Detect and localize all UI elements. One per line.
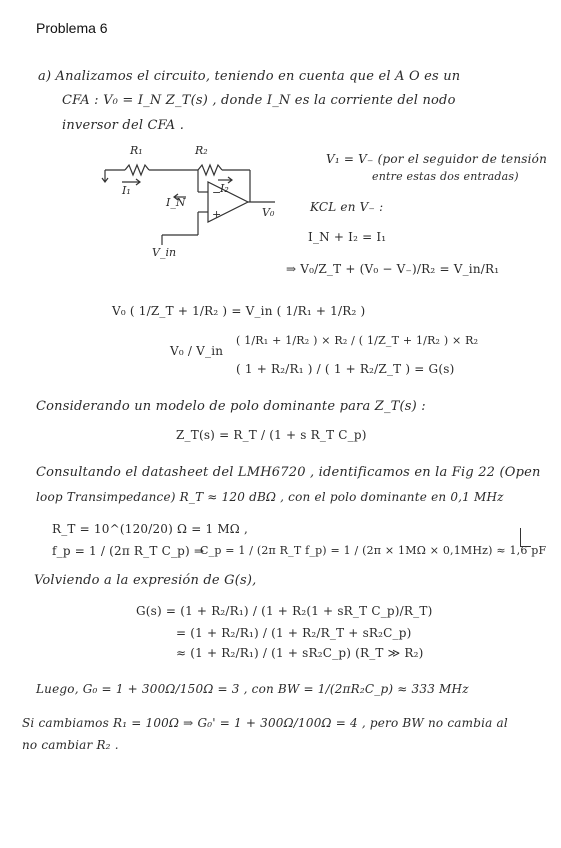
kcl-substitution: ⇒ V₀/Z_T + (V₀ − V₋)/R₂ = V_in/R₁ [286, 262, 500, 276]
virtual-short-note-2: entre estas dos entradas) [372, 170, 519, 183]
luego-result: Luego, G₀ = 1 + 300Ω/150Ω = 3 , con BW = 1/(2πR₂C_p) ≈ 333 MHz [36, 682, 469, 696]
rt-value: R_T = 10^(120/20) Ω = 1 MΩ , [52, 522, 248, 536]
r1-resistor [125, 165, 149, 175]
virtual-short-note: V₁ = V₋ (por el seguidor de tensión [326, 152, 548, 166]
cp-result: C_p = 1 / (2π R_T f_p) = 1 / (2π × 1MΩ × 0,1MHz) ≈ 1,6 pF [200, 544, 547, 557]
cfa-circuit-diagram [100, 140, 290, 260]
gs-equation-2: = (1 + R₂/R₁) / (1 + R₂/R_T + sR₂C_p) [176, 626, 412, 640]
change-line-1: Si cambiamos R₁ = 100Ω ⇒ G₀' = 1 + 300Ω/100Ω = 4 , pero BW no cambia al [22, 716, 508, 730]
gain-rhs: ( 1 + R₂/R₁ ) / ( 1 + R₂/Z_T ) = G(s) [236, 362, 455, 376]
intro-line-1: a) Analizamos el circuito, teniendo en cuenta que el A O es un [38, 69, 461, 84]
datasheet-line-1: Consultando el datasheet del LMH6720 , identificamos en la Fig 22 (Open [36, 465, 541, 480]
gain-middle: ( 1/R₁ + 1/R₂ ) × R₂ / ( 1/Z_T + 1/R₂ ) × R₂ [236, 334, 479, 347]
gain-lhs: V₀ / V_in [170, 344, 224, 358]
vo-label: V₀ [262, 206, 275, 219]
r2-resistor [198, 165, 222, 175]
kcl-heading: KCL en V₋ : [310, 200, 384, 214]
plus-label: + [212, 208, 222, 221]
gs-intro: Volviendo a la expresión de G(s), [34, 573, 257, 588]
fp-equation: f_p = 1 / (2π R_T C_p) ⇒ [52, 544, 205, 558]
datasheet-line-2: loop Transimpedance) R_T ≈ 120 dBΩ , con el polo dominante en 0,1 MHz [36, 490, 504, 504]
gs-equation-1: G(s) = (1 + R₂/R₁) / (1 + R₂(1 + sR_T C_p)/R_T) [136, 604, 433, 618]
i1-label: I₁ [122, 184, 131, 197]
kcl-equation: I_N + I₂ = I₁ [308, 230, 387, 244]
vin-label: V_in [152, 246, 177, 259]
intro-line-2: CFA : V₀ = I_N Z_T(s) , donde I_N es la corriente del nodo [62, 93, 456, 108]
r1-label: R₁ [130, 144, 143, 157]
in-label: I_N [166, 196, 186, 209]
r2-label: R₂ [195, 144, 208, 157]
intro-line-3: inversor del CFA . [62, 118, 185, 133]
change-line-2: no cambiar R₂ . [22, 738, 119, 752]
minus-label: − [212, 186, 222, 199]
result-bracket [520, 528, 531, 547]
pole-text: Considerando un modelo de polo dominante para Z_T(s) : [36, 399, 426, 414]
i2-label: I₂ [220, 182, 229, 195]
vo-factored-equation: V₀ ( 1/Z_T + 1/R₂ ) = V_in ( 1/R₁ + 1/R₂ ) [112, 304, 366, 318]
page-title: Problema 6 [36, 20, 108, 36]
gs-equation-3: ≈ (1 + R₂/R₁) / (1 + sR₂C_p) (R_T ≫ R₂) [176, 646, 424, 660]
pole-equation: Z_T(s) = R_T / (1 + s R_T C_p) [176, 428, 367, 442]
